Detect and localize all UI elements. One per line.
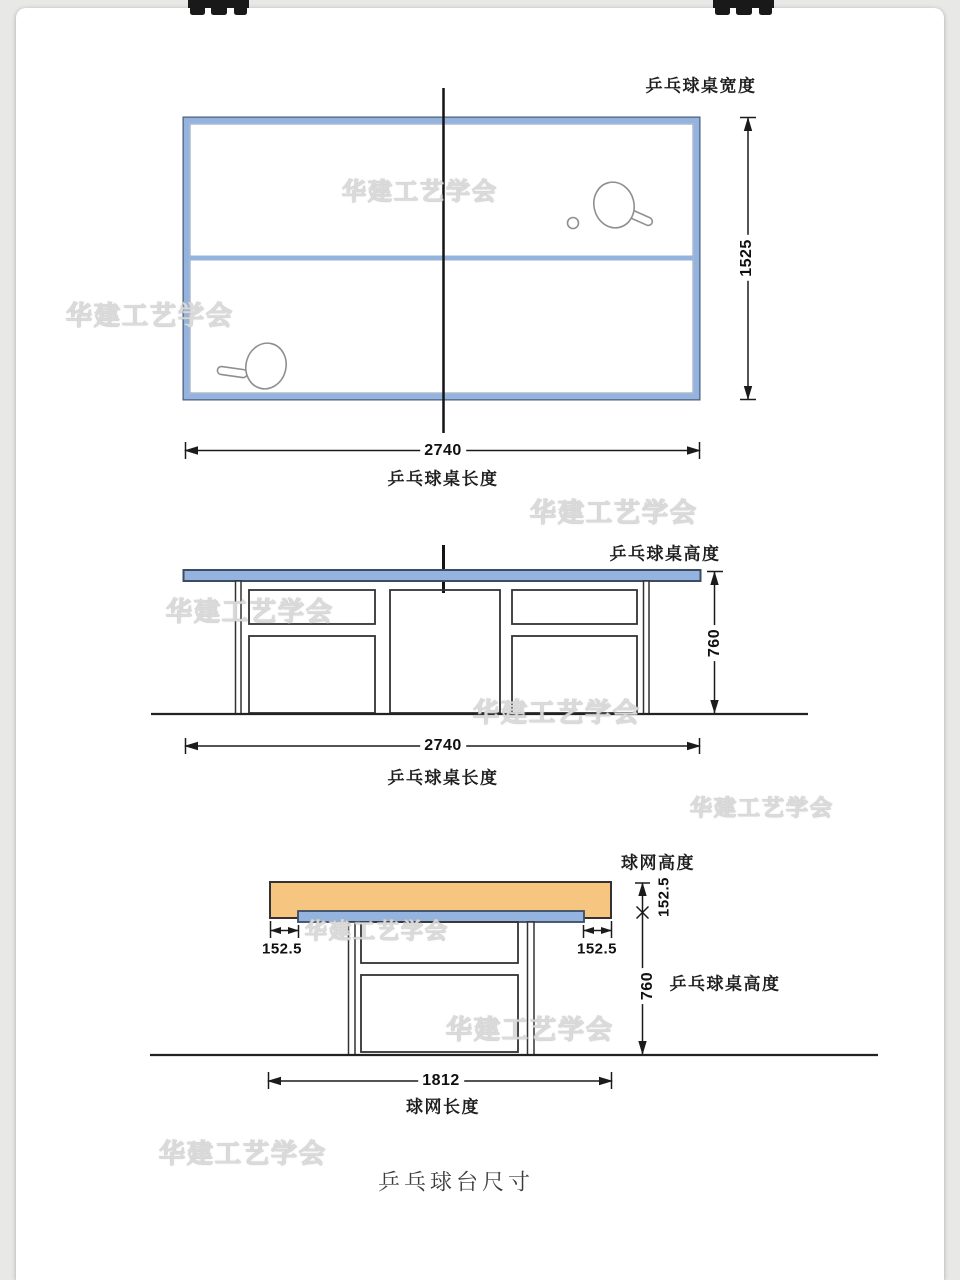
front-view-length-dim: 2740 xyxy=(420,737,466,755)
watermark: 华建工艺学会 xyxy=(65,300,235,331)
ball-icon xyxy=(568,218,579,229)
dimension-overhang-left xyxy=(270,921,299,938)
side-view-table-height-label: 乒乓球桌高度 xyxy=(669,974,781,994)
under-frame-panels xyxy=(249,590,637,713)
top-view-width-dim: 1525 xyxy=(738,235,756,281)
side-view-net-length-dim: 1812 xyxy=(418,1072,464,1090)
top-view-width-label: 乒乓球桌宽度 xyxy=(645,76,757,96)
watermark: 华建工艺学会 xyxy=(165,596,335,627)
side-view-net-height-label: 球网高度 xyxy=(621,853,695,873)
page-title: 乒乓球台尺寸 xyxy=(377,1169,535,1195)
top-view-length-dim: 2740 xyxy=(420,442,466,460)
watermark: 华建工艺学会 xyxy=(689,795,835,821)
tabletop-edge-bar xyxy=(298,911,584,922)
front-view-height-label: 乒乓球桌高度 xyxy=(609,544,721,564)
side-view-overhang-left-dim: 152.5 xyxy=(261,940,303,958)
table-legs xyxy=(236,581,650,714)
table-legs xyxy=(349,922,535,1055)
side-view-overhang-right-dim: 152.5 xyxy=(576,940,618,958)
watermark: 华建工艺学会 xyxy=(304,918,450,944)
binder-clip-icon xyxy=(713,0,774,15)
front-view-height-dim: 760 xyxy=(706,625,724,661)
binder-clip-icon xyxy=(188,0,249,15)
top-view-drawing xyxy=(184,88,757,459)
front-view-length-label: 乒乓球桌长度 xyxy=(387,768,499,788)
watermark: 华建工艺学会 xyxy=(158,1138,328,1169)
top-view-length-label: 乒乓球桌长度 xyxy=(387,469,499,489)
side-view-table-height-dim: 760 xyxy=(639,968,657,1004)
tabletop-bar xyxy=(184,570,701,581)
watermark: 华建工艺学会 xyxy=(529,497,699,528)
side-view-net-length-label: 球网长度 xyxy=(406,1097,480,1117)
watermark: 华建工艺学会 xyxy=(472,697,642,728)
under-frame-panels xyxy=(361,922,518,1052)
watermark: 华建工艺学会 xyxy=(445,1014,615,1045)
dimension-overhang-right xyxy=(583,921,612,938)
watermark: 华建工艺学会 xyxy=(342,178,498,206)
side-view-net-height-dim: 152.5 xyxy=(655,876,673,918)
